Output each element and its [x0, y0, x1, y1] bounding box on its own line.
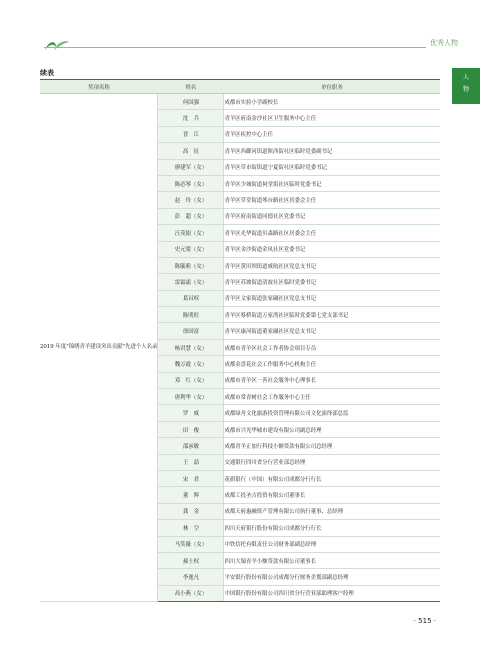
name-cell: 晋 江: [158, 126, 224, 142]
position-cell: 成都天府惠融资产管理有限公司执行董事、总经理: [224, 503, 440, 519]
position-cell: 成都工投圣吉投资有限公司董事长: [224, 487, 440, 503]
name-cell: 邵承敏: [158, 438, 224, 454]
side-tab-line2: 物: [462, 86, 469, 93]
position-cell: 青羊区草市街街道宁夏街社区临时党委书记: [224, 159, 440, 175]
position-cell: 青羊区蔡桥街道万家湾社区临时党委第七党支部书记: [224, 307, 440, 323]
name-cell: 高 征: [158, 143, 224, 159]
name-cell: 邓 红（女）: [158, 372, 224, 388]
position-cell: 青羊区康河街道董家碾社区党总支书记: [224, 323, 440, 339]
honors-table: [40, 79, 440, 602]
name-cell: 杨君慧（女）: [158, 339, 224, 355]
position-cell: 四川大蜀青羊小额贷款有限公司董事长: [224, 552, 440, 568]
name-cell: 雷霜霜（女）: [158, 274, 224, 290]
name-cell: 罗 威: [158, 405, 224, 421]
table-body: [40, 94, 440, 602]
header-rule: [44, 47, 458, 48]
name-cell: 李逸凡: [158, 569, 224, 585]
name-cell: 徐国富: [158, 323, 224, 339]
award-name-cell: 2019 年度"锦绣青羊建设突出贡献"先进个人名录: [40, 94, 158, 602]
column-header-position: 单位职务: [224, 80, 440, 94]
position-cell: 交通银行四川省分行营业部总经理: [224, 454, 440, 470]
name-cell: 宋 君: [158, 470, 224, 486]
position-cell: 中铁信托有限责任公司财务部副总经理: [224, 536, 440, 552]
position-cell: 成都市青羊区社会工作者协会项目专员: [224, 339, 440, 355]
position-cell: 成都绿舟文化旅游投资管理有限公司文化演绎部总监: [224, 405, 440, 421]
table-row: [40, 94, 440, 110]
name-cell: 董 晖: [158, 487, 224, 503]
position-cell: 成都市兴光华城市建设有限公司副总经理: [224, 421, 440, 437]
name-cell: 唐利华（女）: [158, 389, 224, 405]
name-cell: 汪茂娟（女）: [158, 225, 224, 241]
name-cell: 陈毓莉（女）: [158, 257, 224, 273]
position-cell: 成都市常青树社会工作服务中心主任: [224, 389, 440, 405]
name-cell: 林 空: [158, 520, 224, 536]
position-cell: 成都市青羊区一善社会服务中心理事长: [224, 372, 440, 388]
name-cell: 田 俊: [158, 421, 224, 437]
position-cell: 青羊区文家街道张家碾社区党总支书记: [224, 290, 440, 306]
position-cell: 成都市实验小学副校长: [224, 94, 440, 110]
position-cell: 青羊区金沙街道金凤社区党委书记: [224, 241, 440, 257]
name-cell: 郝士权: [158, 552, 224, 568]
position-cell: 青羊区草堂街道琴台路社区居委会主任: [224, 192, 440, 208]
position-cell: 平安银行股份有限公司成都分行财务企划部副总经理: [224, 569, 440, 585]
position-cell: 中国银行股份有限公司四川省分行营业部助理客户经理: [224, 585, 440, 601]
name-cell: 马笑薇（女）: [158, 536, 224, 552]
position-cell: 成都金盘花社会工作服务中心机构主任: [224, 356, 440, 372]
column-header-name: 姓名: [158, 80, 224, 94]
column-header-award: 奖项名称: [40, 80, 158, 94]
table-title: 续表: [40, 68, 54, 77]
name-cell: 陈必琴（女）: [158, 175, 224, 191]
name-cell: 高小燕（女）: [158, 585, 224, 601]
name-cell: 史元梁（女）: [158, 241, 224, 257]
name-cell: 龚 金: [158, 503, 224, 519]
section-title: 优秀人物: [426, 38, 458, 48]
leaf-logo-icon: [44, 38, 70, 52]
position-cell: 青羊区府南金沙社区卫生服务中心主任: [224, 110, 440, 126]
side-tab: [452, 68, 480, 104]
position-cell: 青羊区疾控中心主任: [224, 126, 440, 142]
position-cell: 青羊区黄田坝街道威航社区党总支书记: [224, 257, 440, 273]
position-cell: 青羊区光华街道贝森路社区居委会主任: [224, 225, 440, 241]
name-cell: 魏万霞（女）: [158, 356, 224, 372]
name-cell: 何国强: [158, 94, 224, 110]
name-cell: 葛昌权: [158, 290, 224, 306]
page-number: · 515 ·: [413, 617, 436, 625]
name-cell: 陈明旺: [158, 307, 224, 323]
name-cell: 赵 玲（女）: [158, 192, 224, 208]
position-cell: 花旗银行（中国）有限公司成都分行行长: [224, 470, 440, 486]
name-cell: 廖建军（女）: [158, 159, 224, 175]
position-cell: 四川天府银行股份有限公司成都分行行长: [224, 520, 440, 536]
position-cell: 成都青羊正加行科技小额贷款有限公司总经理: [224, 438, 440, 454]
position-cell: 青羊区苏坡街道清波社区临时党委书记: [224, 274, 440, 290]
position-cell: 青羊区少城街道祠堂街社区临时党委书记: [224, 175, 440, 191]
position-cell: 青羊区西御河街道陕西街社区临时党委副书记: [224, 143, 440, 159]
name-cell: 王 喆: [158, 454, 224, 470]
position-cell: 青羊区府南街道同德社区党委书记: [224, 208, 440, 224]
side-tab-line1: 人: [462, 74, 469, 81]
name-cell: 沈 兵: [158, 110, 224, 126]
table-header-row: [40, 80, 440, 94]
name-cell: 彭 超（女）: [158, 208, 224, 224]
